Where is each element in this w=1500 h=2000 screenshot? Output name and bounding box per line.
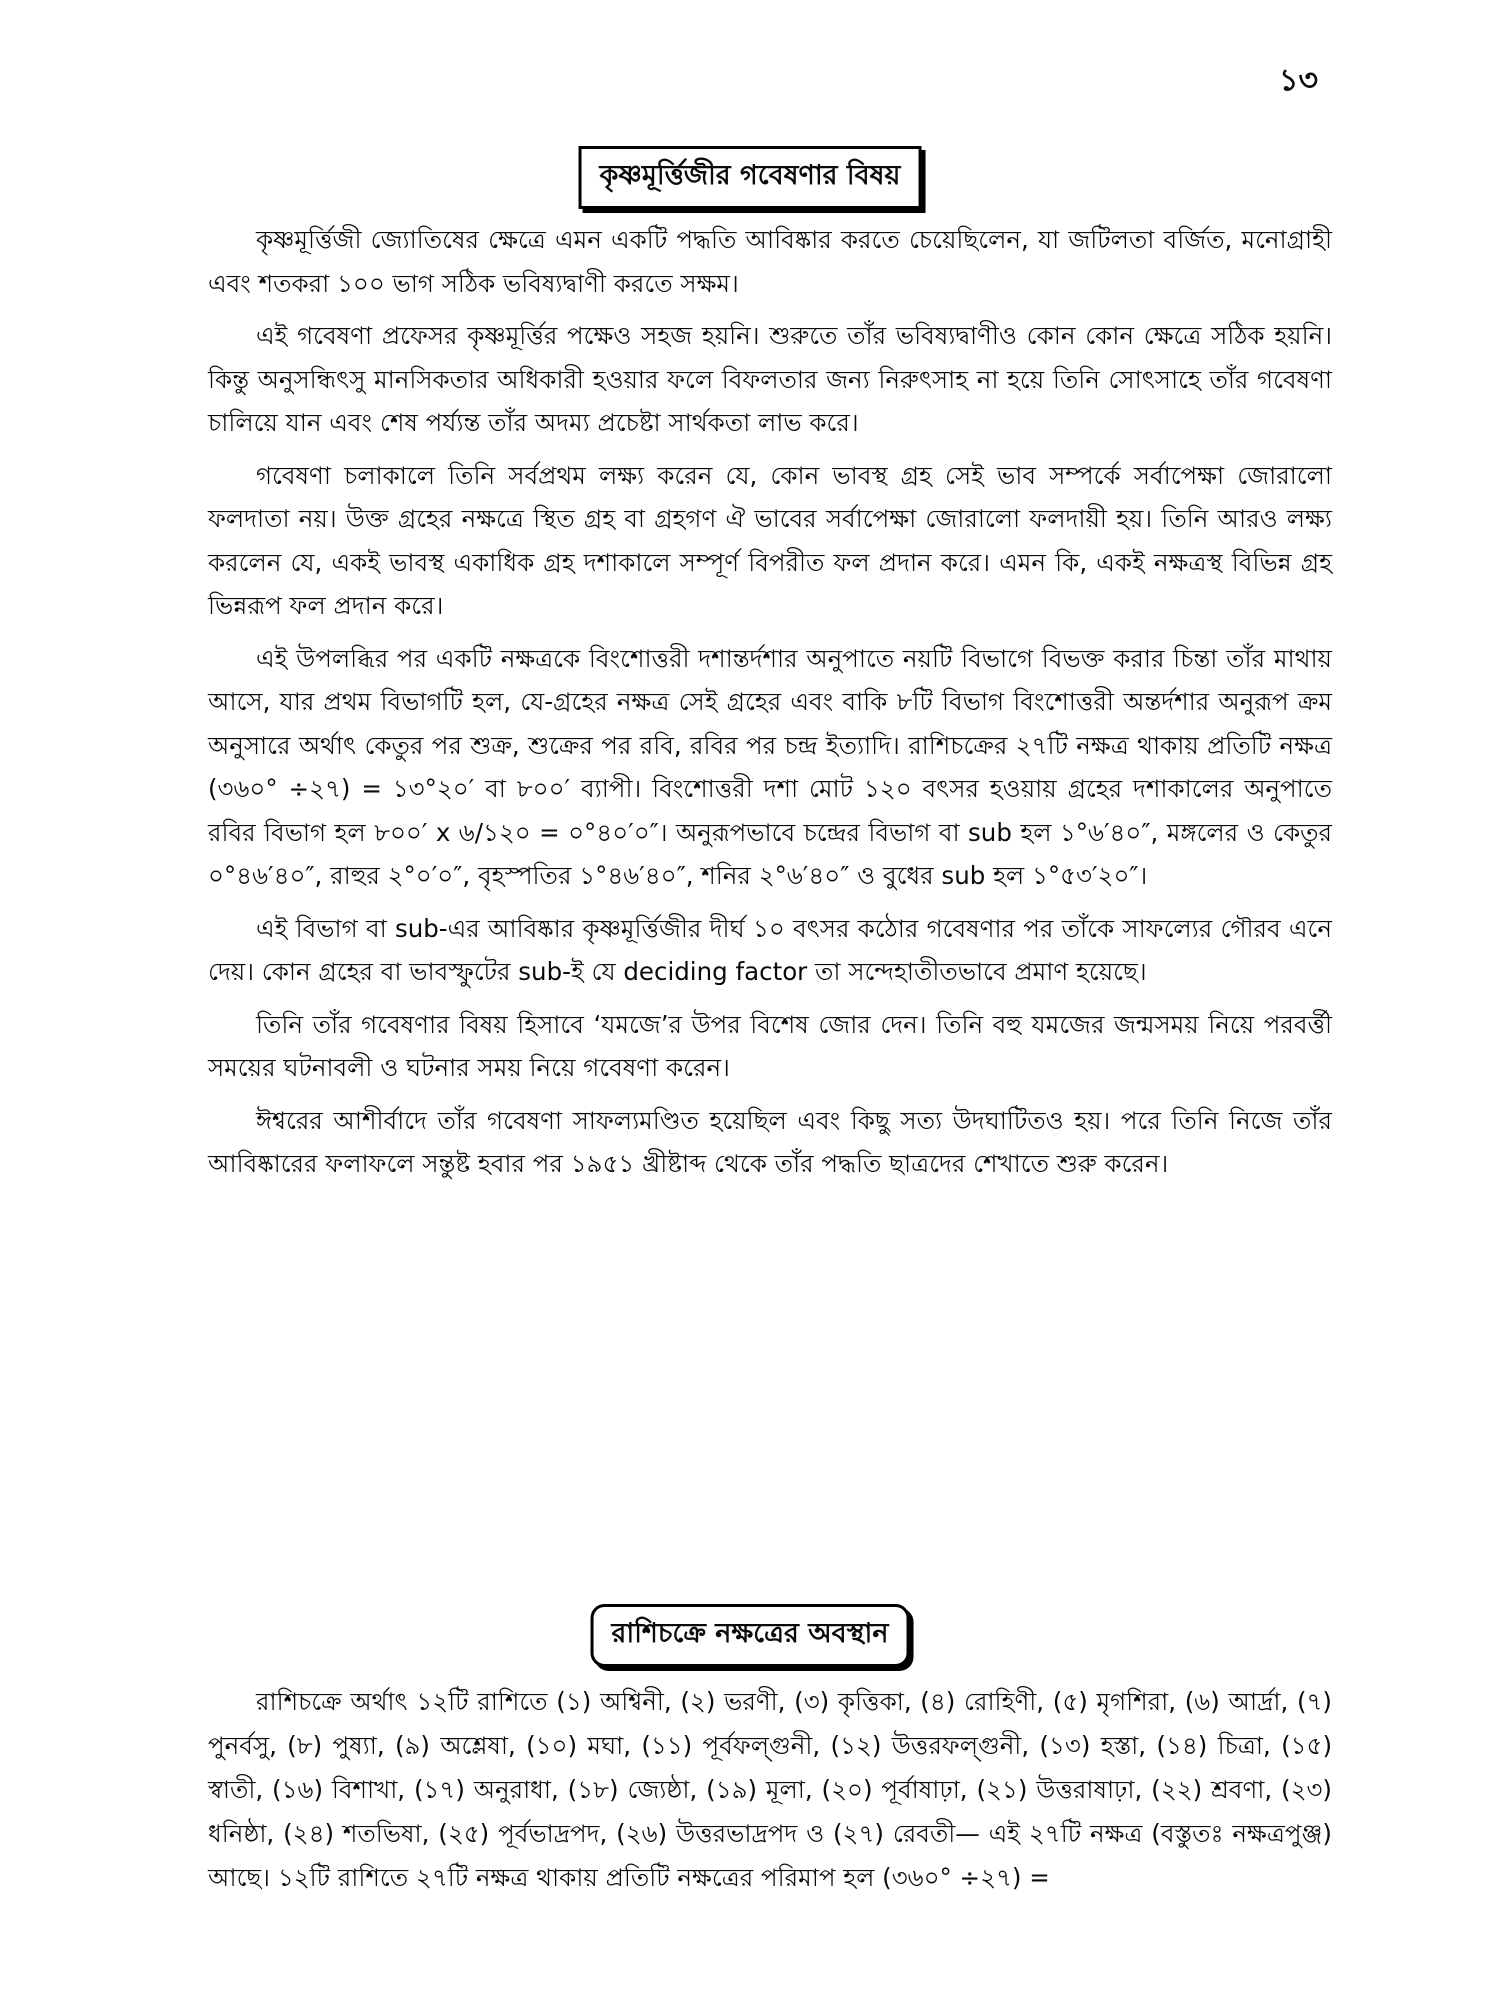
paragraph: ঈশ্বরের আশীর্বাদে তাঁর গবেষণা সাফল্যমণ্ডিত হয়েছিল এবং কিছু সত্য উদঘাটিতও হয়। পরে তিনি নিজে তাঁর আবিষ্কারের ফলাফলে সন্তুষ্ট হবার পর ১৯৫১ খ্রীষ্টাব্দ থেকে তাঁর পদ্ধতি ছাত্রদের শেখাতে শুরু করেন। [208, 1105, 1332, 1178]
paragraph: এই উপলব্ধির পর একটি নক্ষত্রকে বিংশোত্তরী দশান্তর্দশার অনুপাতে নয়টি বিভাগে বিভক্ত করার চিন্তা তাঁর মাথায় আসে, যার প্রথম বিভাগটি হল, যে-গ্রহের নক্ষত্র সেই গ্রহের এবং বাকি ৮টি বিভাগ বিংশোত্তরী অন্তর্দশার অনুরূপ ক্রম অনুসারে অর্থাৎ কেতুর পর শুক্র, শুক্রের পর রবি, রবির পর চন্দ্র ইত্যাদি। রাশিচক্রের ২৭টি নক্ষত্র থাকায় প্রতিটি নক্ষত্র (৩৬০° ÷২৭) = ১৩°২০′ বা ৮০০′ ব্যাপী। বিংশোত্তরী দশা মোট ১২০ বৎসর হওয়ায় গ্রহের দশাকালের অনুপাতে রবির বিভাগ হল ৮০০′ x ৬/১২০ = ০°৪০′০″। অনুরূপভাবে চন্দ্রের বিভাগ বা sub হল ১°৬′৪০″, মঙ্গলের ও কেতুর ০°৪৬′৪০″, রাহুর ২°০′০″, বৃহস্পতির ১°৪৬′৪০″, শনির ২°৬′৪০″ ও বুধের sub হল ১°৫৩′২০″। [208, 643, 1332, 890]
section-body-nakshatra-position [208, 1680, 1332, 1909]
paragraph: এই বিভাগ বা sub-এর আবিষ্কার কৃষ্ণমূর্ত্তিজীর দীর্ঘ ১০ বৎসর কঠোর গবেষণার পর তাঁকে সাফল্যের গৌরব এনে দেয়। কোন গ্রহের বা ভাবস্ফুটের sub-ই যে deciding factor তা সন্দেহাতীতভাবে প্রমাণ হয়েছে। [208, 913, 1332, 986]
paragraph: তিনি তাঁর গবেষণার বিষয় হিসাবে ‘যমজে’র উপর বিশেষ জোর দেন। তিনি বহু যমজের জন্মসময় নিয়ে পরবর্ত্তী সময়ের ঘটনাবলী ও ঘটনার সময় নিয়ে গবেষণা করেন। [208, 1009, 1332, 1082]
paragraph: এই গবেষণা প্রফেসর কৃষ্ণমূর্ত্তির পক্ষেও সহজ হয়নি। শুরুতে তাঁর ভবিষ্যদ্বাণীও কোন কোন ক্ষেত্রে সঠিক হয়নি। কিন্তু অনুসন্ধিৎসু মানসিকতার অধিকারী হওয়ার ফলে বিফলতার জন্য নিরুৎসাহ না হয়ে তিনি সোৎসাহে তাঁর গবেষণা চালিয়ে যান এবং শেষ পর্য্যন্ত তাঁর অদম্য প্রচেষ্টা সার্থকতা লাভ করে। [208, 321, 1332, 437]
paragraph: কৃষ্ণমূর্ত্তিজী জ্যোতিষের ক্ষেত্রে এমন একটি পদ্ধতি আবিষ্কার করতে চেয়েছিলেন, যা জটিলতা বর্জিত, মনোগ্রাহী এবং শতকরা ১০০ ভাগ সঠিক ভবিষ্যদ্বাণী করতে সক্ষম। [208, 225, 1332, 298]
section-heading-nakshatra-position: রাশিচক্রে নক্ষত্রের অবস্থান [591, 1604, 910, 1667]
section-body-research [208, 218, 1332, 1195]
paragraph: গবেষণা চলাকালে তিনি সর্বপ্রথম লক্ষ্য করেন যে, কোন ভাবস্থ গ্রহ সেই ভাব সম্পর্কে সর্বাপেক্ষা জোরালো ফলদাতা নয়। উক্ত গ্রহের নক্ষত্রে স্থিত গ্রহ বা গ্রহগণ ঐ ভাবের সর্বাপেক্ষা জোরালো ফলদায়ী হয়। তিনি আরও লক্ষ্য করলেন যে, একই ভাবস্থ একাধিক গ্রহ দশাকালে সম্পূর্ণ বিপরীত ফল প্রদান করে। এমন কি, একই নক্ষত্রস্থ বিভিন্ন গ্রহ ভিন্নরূপ ফল প্রদান করে। [208, 460, 1332, 620]
page-number: ১৩ [1279, 63, 1318, 98]
paragraph: রাশিচক্রে অর্থাৎ ১২টি রাশিতে (১) অশ্বিনী, (২) ভরণী, (৩) কৃত্তিকা, (৪) রোহিণী, (৫) মৃগশিরা, (৬) আর্দ্রা, (৭) পুনর্বসু, (৮) পুষ্যা, (৯) অশ্লেষা, (১০) মঘা, (১১) পূর্বফল্গুনী, (১২) উত্তরফল্গুনী, (১৩) হস্তা, (১৪) চিত্রা, (১৫) স্বাতী, (১৬) বিশাখা, (১৭) অনুরাধা, (১৮) জ্যেষ্ঠা, (১৯) মূলা, (২০) পূর্বাষাঢ়া, (২১) উত্তরাষাঢ়া, (২২) শ্রবণা, (২৩) ধনিষ্ঠা, (২৪) শতভিষা, (২৫) পূর্বভাদ্রপদ, (২৬) উত্তরভাদ্রপদ ও (২৭) রেবতী— এই ২৭টি নক্ষত্র (বস্তুতঃ নক্ষত্রপুঞ্জ) আছে। ১২টি রাশিতে ২৭টি নক্ষত্র থাকায় প্রতিটি নক্ষত্রের পরিমাপ হল (৩৬০° ÷২৭) = [208, 1687, 1332, 1892]
section-heading-research: কৃষ্ণমূর্ত্তিজীর গবেষণার বিষয় [579, 146, 922, 209]
